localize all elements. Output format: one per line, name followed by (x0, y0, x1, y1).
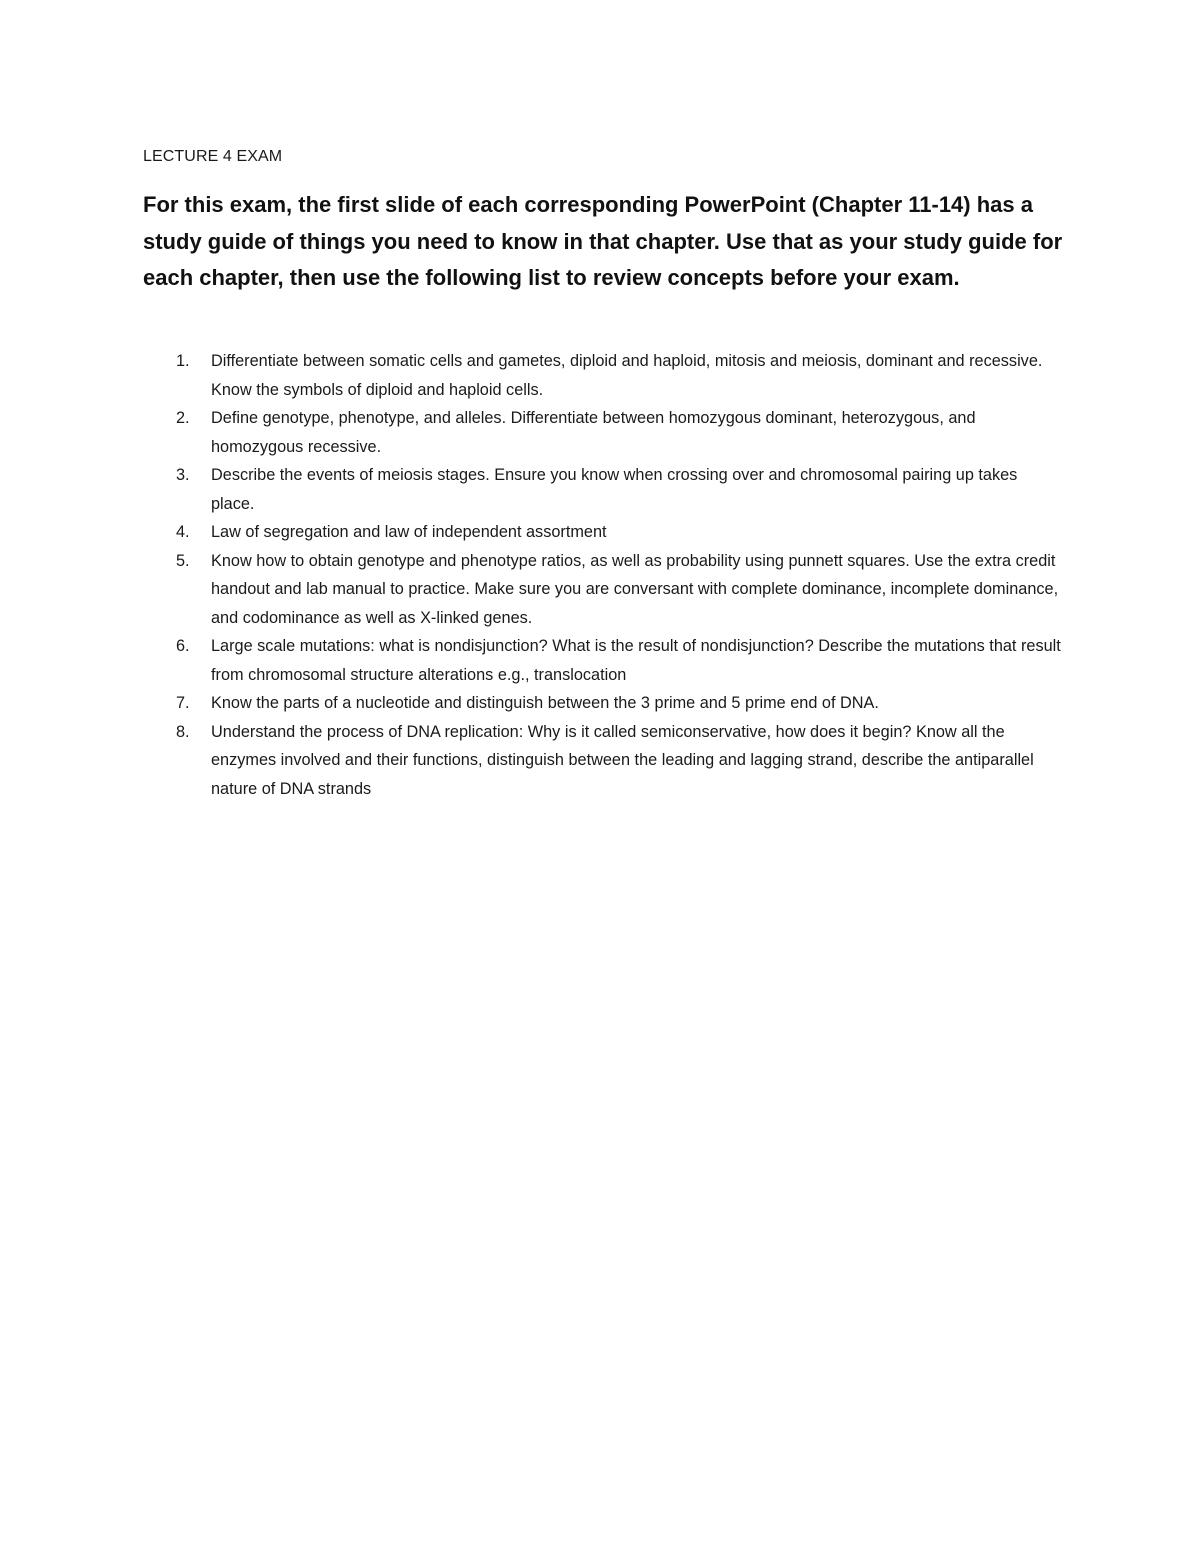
list-item-text: Law of segregation and law of independent assortment (211, 523, 607, 541)
list-item-number: 1. (176, 352, 190, 370)
list-item-text: Know how to obtain genotype and phenotype ratios, as well as probability using punnett squares. Use the extra credit handout and lab manual to practice. Make sure you are conversant with complete dominance, incomplete dominance, and codominance as well as X-linked genes. (211, 551, 1059, 627)
list-item (143, 518, 1063, 547)
list-item-text: Describe the events of meiosis stages. Ensure you know when crossing over and chromosomal pairing up takes place. (211, 466, 1018, 513)
intro-paragraph: For this exam, the first slide of each corresponding PowerPoint (Chapter 11-14) has a study guide of things you need to know in that chapter. Use that as your study guide for each chapter, then use the following list to review concepts before your exam. (143, 192, 1063, 290)
list-item-number: 7. (176, 694, 190, 712)
list-item-text: Define genotype, phenotype, and alleles. Differentiate between homozygous dominant, heterozygous, and homozygous recessive. (211, 409, 976, 456)
study-guide-list (143, 347, 1063, 803)
list-item-number: 6. (176, 637, 190, 655)
list-item-number: 2. (176, 409, 190, 427)
list-item (143, 461, 1063, 518)
list-item (143, 347, 1063, 404)
list-item (143, 404, 1063, 461)
list-item-number: 8. (176, 722, 190, 741)
list-item-text: Large scale mutations: what is nondisjunction? What is the result of nondisjunction? Describe the mutations that result from chromosomal structure alterations e.g., translocation (211, 637, 1061, 684)
list-item-number: 3. (176, 466, 190, 484)
list-item-text: Differentiate between somatic cells and gametes, diploid and haploid, mitosis and meiosis, dominant and recessive. Know the symbols of diploid and haploid cells. (211, 352, 1043, 399)
list-item-number: 5. (176, 551, 190, 570)
list-item (143, 718, 1063, 804)
list-item-text: Know the parts of a nucleotide and distinguish between the 3 prime and 5 prime end of DNA. (211, 694, 879, 712)
list-item (143, 689, 1063, 718)
list-item (143, 547, 1063, 633)
list-item-text: Understand the process of DNA replication: Why is it called semiconservative, how does it begin? Know all the enzymes involved and their functions, distinguish between the leading and lagging strand, describe the antiparallel nature of DNA strands (211, 722, 1034, 798)
list-item-number: 4. (176, 523, 190, 541)
list-item (143, 632, 1063, 689)
document-heading: LECTURE 4 EXAM (143, 148, 283, 165)
